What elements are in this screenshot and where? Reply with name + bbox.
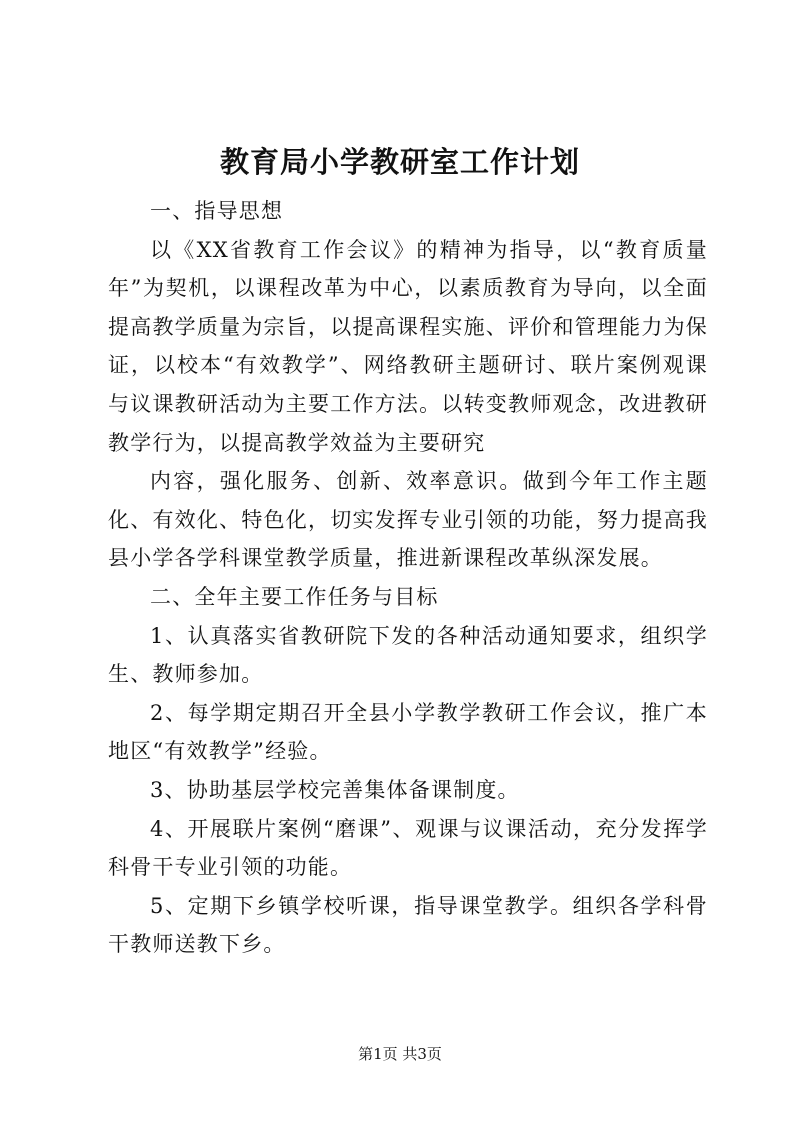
task-item-4: 4、开展联片案例“磨课”、观课与议课活动，充分发挥学科骨干专业引领的功能。 [108, 816, 708, 880]
paragraph-guiding-thought: 以《XX省教育工作会议》的精神为指导，以“教育质量年”为契机，以课程改革为中心，以素质教育为导向，以全面提高教学质量为宗旨，以提高课程实施、评价和管理能力为保证，以校本“有效教学”、网络教研主题研讨、联片案例观课与议课教研活动为主要工作方法。以转变教师观念，改进教研教学行为，以提高教学效益为主要研究 [108, 237, 708, 455]
page-number-footer: 第1页 共3页 [358, 1045, 442, 1063]
paragraph-research-content: 内容，强化服务、创新、效率意识。做到今年工作主题化、有效化、特色化，切实发挥专业引领的功能，努力提高我县小学各学科课堂教学质量，推进新课程改革纵深发展。 [108, 469, 708, 571]
document-body [108, 192, 708, 964]
section-heading-guiding-thought: 一、指导思想 [150, 199, 284, 223]
task-item-2: 2、每学期定期召开全县小学教学教研工作会议，推广本地区“有效教学”经验。 [108, 700, 708, 764]
task-item-1: 1、认真落实省教研院下发的各种活动通知要求，组织学生、教师参加。 [108, 623, 708, 687]
document-title: 教育局小学教研室工作计划 [219, 145, 580, 179]
section-heading-tasks-goals: 二、全年主要工作任务与目标 [150, 584, 439, 609]
task-item-3: 3、协助基层学校完善集体备课制度。 [150, 777, 520, 802]
task-item-5: 5、定期下乡镇学校听课，指导课堂教学。组织各学科骨干教师送教下乡。 [108, 893, 708, 957]
